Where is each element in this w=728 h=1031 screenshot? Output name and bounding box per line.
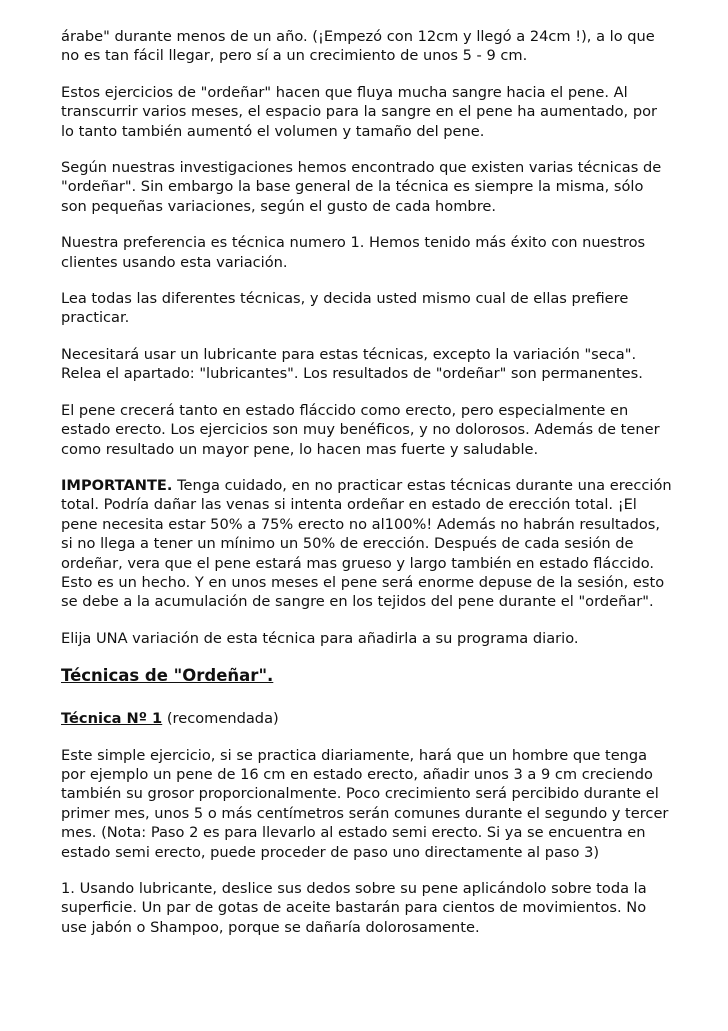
paragraph-preference: Nuestra preferencia es técnica numero 1. Hemos tenido más éxito con nuestros clientes usando esta variación. — [61, 234, 646, 271]
section-heading: Técnicas de "Ordeñar". — [61, 666, 274, 686]
technique-note: (recomendada) — [162, 710, 279, 728]
paragraph-lubricant: Necesitará usar un lubricante para estas técnicas, excepto la variación "seca". Relea el apartado: "lubricantes". Los resultados de "ordeñar" son permanentes. — [61, 345, 643, 383]
paragraph-choose-one: Elija UNA variación de esta técnica para añadirla a su programa diario. — [61, 629, 579, 647]
technique-step-1: 1. Usando lubricante, deslice sus dedos sobre su pene aplicándolo sobre toda la superficie. Un par de gotas de aceite bastarán para cientos de movimientos. No use jabón o Shampoo, porque se dañaría dolorosamente. — [61, 880, 647, 936]
technique-description: Este simple ejercicio, si se practica diariamente, hará que un hombre que tenga por ejemplo un pene de 16 cm en estado erecto, añadir unos 3 a 9 cm creciendo también su grosor proporcionalmente. Poco crecimiento será percibido durante el primer mes, unos 5 o más centímetros serán comunes durante el segundo y tercer mes. (Nota: Paso 2 es para llevarlo al estado semi erecto. Si ya se encuentra en estado semi erecto, puede proceder de paso uno directamente al paso 3) — [61, 746, 669, 861]
important-text: Tenga cuidado, en no practicar estas técnicas durante una erección total. Podría dañar las venas si intenta ordeñar en estado de erección total. ¡El pene necesita estar 50% a 75% erecto no al100%! Además no habrán resultados, si no llega a tener un mínimo un 50% de erección. Después de cada sesión de ordeñar, vera que el pene estará mas grueso y largo también en estado fláccido. Esto es un hecho. Y en unos meses el pene será enorme depuse de la sesión, esto se debe a la acumulación de sangre en los tejidos del pene durante el "ordeñar". — [61, 476, 672, 611]
paragraph-important — [61, 476, 673, 612]
document-page — [61, 27, 673, 954]
important-label: IMPORTANTE. — [61, 476, 173, 494]
technique-label: Técnica Nº 1 — [61, 710, 163, 728]
technique-title — [61, 709, 673, 728]
paragraph-read-all: Lea todas las diferentes técnicas, y decida usted mismo cual de ellas prefiere practicar. — [61, 290, 629, 327]
paragraph-blood-flow: Estos ejercicios de "ordeñar" hacen que fluya mucha sangre hacia el pene. Al transcurrir varios meses, el espacio para la sangre en el pene ha aumentado, por lo tanto también aumentó el volumen y tamaño del pene. — [61, 83, 658, 140]
paragraph-growth-states: El pene crecerá tanto en estado fláccido como erecto, pero especialmente en estado erecto. Los ejercicios son muy benéficos, y no dolorosos. Además de tener como resultado un mayor pene, lo hacen mas fuerte y saludable. — [61, 401, 660, 458]
paragraph-techniques-research: Según nuestras investigaciones hemos encontrado que existen varias técnicas de "ordeñar". Sin embargo la base general de la técnica es siempre la misma, sólo son pequeñas variaciones, según el gusto de cada hombre. — [61, 159, 662, 215]
paragraph-intro-continuation: árabe" durante menos de un año. (¡Empezó con 12cm y llegó a 24cm !), a lo que no es tan fácil llegar, pero sí a un crecimiento de unos 5 - 9 cm. — [61, 28, 655, 65]
